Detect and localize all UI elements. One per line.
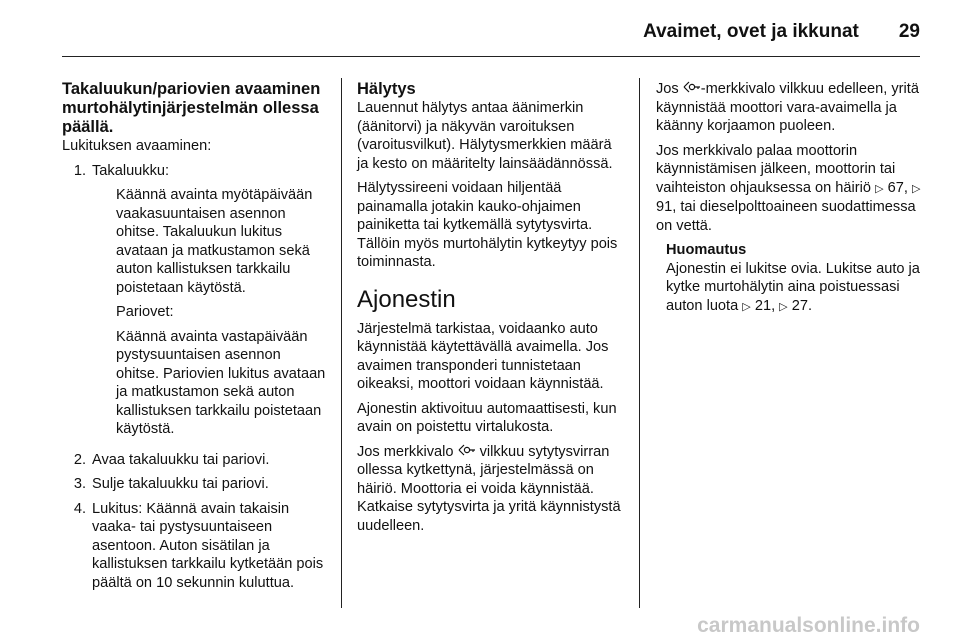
column-1 [62,80,326,598]
item-text: Avaa takaluukku tai pariovi. [92,451,270,468]
key-car-icon [458,443,476,462]
section-heading-alarm: Hälytys [357,80,416,98]
watermark: carmanualsonline.info [697,614,920,637]
page-reference-arrow-icon: ▷ [911,181,921,195]
text-fragment: Jos [656,81,683,97]
column-3 [656,80,928,316]
intro-text: Lukituksen avaaminen: [62,138,212,154]
page-link[interactable]: 27 [791,297,808,314]
text-fragment: vilkkuu sytytysvirran ollessa kytkettynä, järjestelmässä on häiriö. Moottoria ei voida käynnistää. Katkaise sytytysvirta ja yritä käynnistystä uudelleen. [357,443,621,534]
text-fragment: Jos merkkivalo palaa moottorin käynnistämisen jälkeen, moottorin tai vaihteiston ohjauksessa on häiriö [656,142,896,196]
paragraph [656,80,928,136]
note-title: Huomautus [666,242,747,258]
paragraph: Jos merkkivalo palaa moottorin käynnistämisen jälkeen, moottorin tai vaihteiston ohjauksessa on häiriö ▷ 67, ▷ 91, tai dieselpolttoaineen suodattimessa on vettä. [656,142,921,234]
list-item [62,451,326,470]
section-heading-tailgate: Takaluukun/pariovien avaaminen murtohälytinjärjestelmän ollessa päällä. [62,80,321,136]
text-fragment: Ajonestin ei lukitse ovia. Lukitse auto ja kytke murtohälytin aina poistuessasi auton luota [666,260,920,314]
item-paragraph: Pariovet: [116,304,174,320]
paragraph: Lauennut hälytys antaa äänimerkin (äänitorvi) ja näkyvän varoituksen (varoitusvilkut). Hälytysmerkkien määrä ja kesto on määritelty lainsäädännössä. [357,100,613,172]
item-title: Takaluukku: [92,162,170,179]
item-number: 4. [73,500,86,517]
page-reference-arrow-icon: ▷ [779,299,788,313]
item-number: 1. [73,162,86,179]
header-divider [62,56,920,57]
steps-list [62,162,326,593]
note-text: Ajonestin ei lukitse ovia. Lukitse auto ja kytke murtohälytin aina poistuessasi auton luota ▷ 21, ▷ 27. [666,260,920,314]
page-header [62,14,920,50]
page-link[interactable]: 91 [656,199,673,215]
item-number: 2. [73,451,86,468]
item-paragraph: Käännä avainta myötäpäivään vaakasuuntaisen asennon ohitse. Takaluukun lukitus avataan ja matkustamon sekä auton kallistuksen tarkkailu poistetaan käytöstä. [116,187,313,296]
column-divider-1 [341,78,342,608]
list-item [62,475,326,494]
column-2 [357,80,627,541]
chapter-title: Avaimet, ovet ja ikkunat [643,21,859,42]
text-fragment: Jos merkkivalo [357,443,458,460]
list-item [62,162,326,445]
item-paragraph: Käännä avainta vastapäivään pystysuuntaisen asennon ohitse. Pariovien lukitus avataan ja matkustamon sekä auton kallistuksen tarkkailu poistetaan käytöstä. [116,328,326,437]
paragraph [357,443,627,536]
column-divider-2 [639,78,640,608]
page-reference-arrow-icon: ▷ [742,299,751,313]
page-link[interactable]: 67 [887,179,904,196]
page-number: 29 [898,21,920,42]
note-box [656,241,928,316]
list-item [62,500,326,593]
item-text: Sulje takaluukku tai pariovi. [92,476,269,492]
page-reference-arrow-icon: ▷ [875,181,884,195]
paragraph: Hälytyssireeni voidaan hiljentää painamalla jotakin kauko-ohjaimen painiketta tai kytkemällä sytytysvirta. Tällöin myös murtohälytin kytkeytyy pois toiminnasta. [357,180,618,270]
key-car-icon [683,80,701,99]
text-fragment: -merkkivalo vilkkuu edelleen, yritä käynnistää moottori vara-avaimella ja käänny korjaamon puoleen. [656,81,919,134]
paragraph: Järjestelmä tarkistaa, voidaanko auto käynnistää käytettävällä avaimella. Jos avaimen transponderi tunnistetaan oikeaksi, moottori voidaan käynnistää. [357,320,609,392]
item-text: Lukitus: Käännä avain takaisin vaaka- tai pystysuuntaiseen asentoon. Auton sisätilan ja kallistuksen tarkkailu kytketään pois päältä on 10 sekunnin kuluttua. [92,500,324,591]
page-link[interactable]: 21 [754,297,772,314]
item-number: 3. [73,476,86,492]
section-heading-immobiliser: Ajonestin [357,285,456,313]
paragraph: Ajonestin aktivoituu automaattisesti, kun avain on poistettu virtalukosta. [357,400,617,435]
text-fragment: , tai dieselpolttoaineen suodattimessa on vettä. [656,199,916,234]
